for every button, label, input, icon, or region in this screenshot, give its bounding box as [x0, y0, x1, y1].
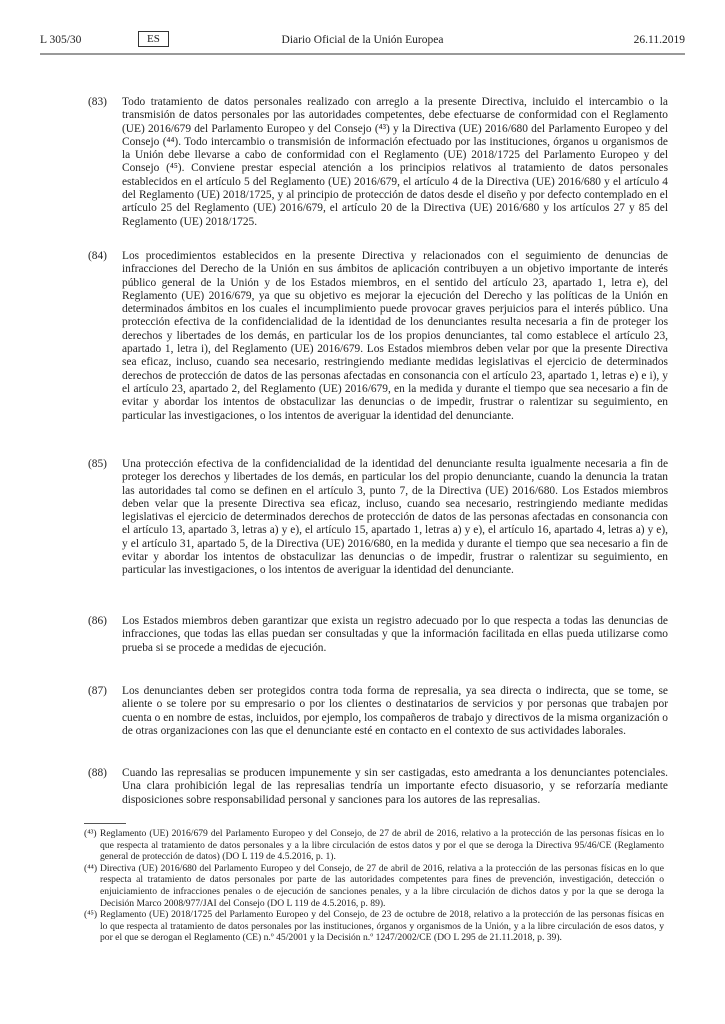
recital-85: [88, 458, 668, 578]
recital-number: (83): [88, 96, 107, 108]
recital-number: (85): [88, 458, 107, 470]
recital-number: (86): [88, 615, 107, 627]
recital-text: Los denunciantes deben ser protegidos contra toda forma de represalia, ya sea directa o indirecta, que se tome, se aliente o se tolere por su empresario o por los clientes o destinatarios de servicios y por personas que trabajen por cuenta o en nombre de estas, incluidos, por ejemplo, los compañeros de trabajo y directivos de la misma organización o de otras organizaciones con las que el denunciante esté en contacto en el contexto de sus actividades laborales.: [122, 685, 668, 737]
recital-86: [88, 615, 668, 655]
recital-text: Los Estados miembros deben garantizar que exista un registro adecuado por lo que respecta a todas las denuncias de infracciones, que todas las ellas puedan ser consultadas y que la información facilitada en ellas pueda utilizarse como prueba si se procede a medidas de ejecución.: [122, 615, 668, 654]
footnotes: [84, 828, 664, 944]
recital-number: (88): [88, 767, 107, 779]
footnote-43: [84, 828, 664, 863]
recital-87: [88, 685, 668, 738]
recital-text: Una protección efectiva de la confidencialidad de la identidad del denunciante resulta igualmente necesaria a fin de proteger los derechos y libertades de los demás, en particular los del propio denunciante, cuando la denuncia la tratan las autoridades tal como se definen en el artículo 3, punto 7, de la Directiva (UE) 2016/680. Los Estados miembros deben velar que la presente Directiva sea eficaz, incluso, cuando sea necesario, restringiendo mediante medidas legislativas el ejercicio de determinados derechos de protección de datos de las personas afectadas en consonancia con el artículo 13, apartado 3, letras a) y e), el artículo 15, apartado 1, letras a) y e), el artículo 16, apartado 4, letras a) y e), y el artículo 31, apartado 5, de la Directiva (UE) 2016/680, en la medida y durante el tiempo que sea necesario a fin de evitar y abordar los intentos de obstaculizar las denuncias o de impedir, frustrar o ralentizar su seguimiento, en particular las investigaciones, o los intentos de averiguar la identidad del denunciante.: [122, 458, 668, 577]
page-reference: L 305/30: [40, 34, 82, 46]
header-divider: [40, 53, 685, 55]
language-badge: ES: [138, 31, 169, 47]
recital-text: Los procedimientos establecidos en la presente Directiva y relacionados con el seguimiento de denuncias de infracciones del Derecho de la Unión en sus ámbitos de aplicación contribuyen a un objetivo importante de interés público general de la Unión y de los Estados miembros, en el sentido del artículo 23, apartado 1, letra e), del Reglamento (UE) 2016/679, ya que su objetivo es mejorar la ejecución del Derecho y las políticas de la Unión en determinados ámbitos en los cuales el incumplimiento puede provocar graves perjuicios para el interés público. Una protección efectiva de la confidencialidad de la identidad de los denunciantes resulta necesaria a fin de proteger los derechos y libertades de los demás, en particular los de los propios denunciantes, tal como establece el artículo 23, apartado 1, letra i), del Reglamento (UE) 2016/679. Los Estados miembros deben velar por que la presente Directiva sea eficaz, incluso, cuando sea necesario, restringiendo mediante medidas legislativas el ejercicio de determinados derechos de protección de datos de las personas afectadas en consonancia con el artículo 23, apartado 1, letras e) e i), y el artículo 23, apartado 2, del Reglamento (UE) 2016/679, en la medida y durante el tiempo que sea necesario a fin de evitar y abordar los intentos de obstaculizar las denuncias o de impedir, frustrar o ralentizar su seguimiento, en particular las investigaciones, o los intentos de averiguar la identidad del denunciante.: [122, 250, 668, 422]
footnote-marker: (⁴⁴): [84, 862, 98, 874]
recital-text: Cuando las represalias se producen impunemente y sin ser castigadas, esto amedranta a los denunciantes potenciales. Una clara prohibición legal de las represalias tendría un importante efecto disuasorio, y se reforzaría mediante disposiciones sobre responsabilidad personal y sanciones para los autores de las represalias.: [122, 767, 668, 806]
footnote-text: Directiva (UE) 2016/680 del Parlamento Europeo y del Consejo, de 27 de abril de 2016, relativa a la protección de las personas físicas en lo que respecta al tratamiento de datos personales por parte de las autoridades competentes para fines de prevención, investigación, detección o enjuiciamiento de infracciones penales o de ejecución de sanciones penales, y a la libre circulación de dichos datos y por la que se deroga la Decisión Marco 2008/977/JAI del Consejo (DO L 119 de 4.5.2016, p. 89).: [100, 862, 664, 909]
footnote-marker: (⁴³): [84, 828, 97, 839]
journal-title: Diario Oficial de la Unión Europea: [281, 34, 444, 46]
recital-88: [88, 767, 668, 807]
footnote-44: [84, 863, 664, 909]
footnote-marker: (⁴⁵): [84, 909, 98, 921]
footnote-45: [84, 909, 664, 944]
recital-84: [88, 250, 668, 423]
recital-text: Todo tratamiento de datos personales realizado con arreglo a la presente Directiva, incluido el intercambio o la transmisión de datos personales por las autoridades competentes, debe efectuarse de conformidad con el Reglamento (UE) 2016/679 del Parlamento Europeo y del Consejo (⁴³) y la Directiva (UE) 2016/680 del Parlamento Europeo y del Consejo (⁴⁴). Todo intercambio o transmisión de información efectuado por las instituciones, órganos u organismos de la Unión debe llevarse a cabo de conformidad con el Reglamento (UE) 2018/1725 del Parlamento Europeo y del Consejo (⁴⁵). Conviene prestar especial atención a los principios relativos al tratamiento de datos personales establecidos en el artículo 5 del Reglamento (UE) 2016/679, el artículo 4 de la Directiva (UE) 2016/680 y el artículo 4 del Reglamento (UE) 2018/1725, y al principio de protección de datos desde el diseño y por defecto contemplado en el artículo 25 del Reglamento (UE) 2016/679, el artículo 20 de la Directiva (UE) 2016/680 y los artículos 27 y 85 del Reglamento (UE) 2018/1725.: [122, 96, 668, 228]
recital-number: (84): [88, 250, 107, 262]
footnote-divider: [84, 823, 126, 824]
recital-number: (87): [88, 685, 107, 697]
recital-83: [88, 96, 668, 229]
publication-date: 26.11.2019: [633, 34, 685, 46]
footnote-text: Reglamento (UE) 2016/679 del Parlamento Europeo y del Consejo, de 27 de abril de 2016, relativo a la protección de las personas físicas en lo que respecta al tratamiento de datos personales y a la libre circulación de estos datos y por el que se deroga la Directiva 95/46/CE (Reglamento general de protección de datos) (DO L 119 de 4.5.2016, p. 1).: [100, 828, 664, 863]
footnote-text: Reglamento (UE) 2018/1725 del Parlamento Europeo y del Consejo, de 23 de octubre de 2018, relativo a la protección de las personas físicas en lo que respecta al tratamiento de datos personales por las instituciones, órganos y organismos de la Unión, y a la libre circulación de esos datos, y por el que se derogan el Reglamento (CE) n.º 45/2001 y la Decisión n.º 1247/2002/CE (DO L 295 de 21.11.2018, p. 39).: [100, 909, 664, 944]
